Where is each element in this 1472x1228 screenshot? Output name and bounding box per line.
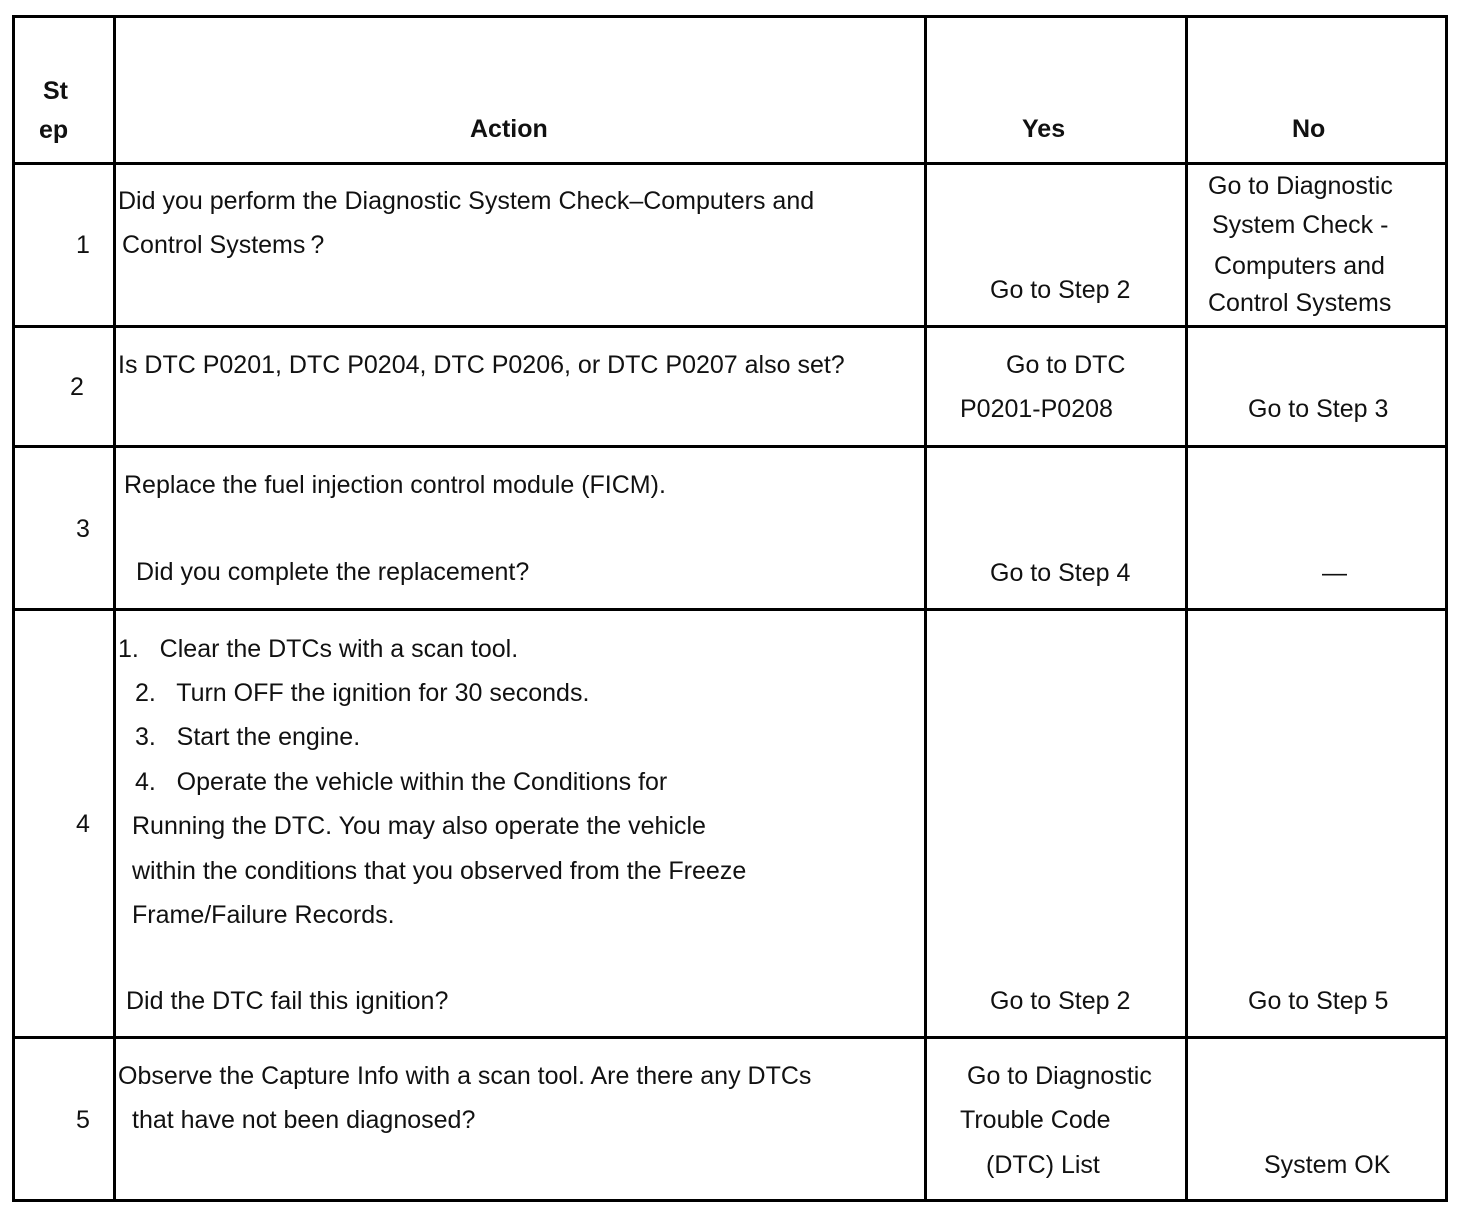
action-text: Did you perform the Diagnostic System Check–Computers and xyxy=(118,187,815,215)
no-link-go-to-step-5: Go to Step 5 xyxy=(1248,987,1389,1015)
column-divider xyxy=(924,15,927,1202)
table-border-bottom xyxy=(12,1199,1448,1202)
no-link-go-to-step-3: Go to Step 3 xyxy=(1248,395,1389,423)
row-divider xyxy=(12,325,1448,328)
header-yes: Yes xyxy=(1022,115,1066,143)
action-text: Is DTC P0201, DTC P0204, DTC P0206, or DTC P0207 also set? xyxy=(118,351,845,379)
action-list-item: 4. Operate the vehicle within the Conditions for xyxy=(135,768,668,796)
row-divider xyxy=(12,1036,1448,1039)
step-number: 4 xyxy=(76,810,90,838)
header-action: Action xyxy=(470,115,548,143)
action-text: that have not been diagnosed? xyxy=(132,1106,476,1134)
action-text: Did the DTC fail this ignition? xyxy=(126,987,449,1015)
yes-link-dtc-list: Go to Diagnostic xyxy=(967,1062,1152,1090)
column-divider xyxy=(1185,15,1188,1202)
yes-link-go-to-step-2: Go to Step 2 xyxy=(990,987,1131,1015)
action-text: within the conditions that you observed from the Freeze xyxy=(132,857,747,885)
yes-link-go-to-step-4: Go to Step 4 xyxy=(990,559,1131,587)
action-list-item: 2. Turn OFF the ignition for 30 seconds. xyxy=(135,679,590,707)
no-link-diagnostic-system-check: Go to Diagnostic xyxy=(1208,172,1393,200)
yes-link-dtc: P0201-P0208 xyxy=(960,395,1113,423)
table-border-right xyxy=(1445,15,1448,1202)
yes-link-go-to-step-2: Go to Step 2 xyxy=(990,276,1131,304)
action-text: Observe the Capture Info with a scan tool. Are there any DTCs xyxy=(118,1062,812,1090)
header-divider xyxy=(12,162,1448,165)
column-divider xyxy=(113,15,116,1202)
action-text: Did you complete the replacement? xyxy=(136,558,530,586)
header-step: St xyxy=(43,77,68,105)
yes-link-dtc-list: (DTC) List xyxy=(986,1151,1100,1179)
action-text: Replace the fuel injection control module (FICM). xyxy=(124,471,666,499)
action-text: Frame/Failure Records. xyxy=(132,901,395,929)
yes-link-dtc-list: Trouble Code xyxy=(960,1106,1111,1134)
step-number: 2 xyxy=(70,373,84,401)
row-divider xyxy=(12,608,1448,611)
row-divider xyxy=(12,445,1448,448)
yes-link-dtc: Go to DTC xyxy=(1006,351,1126,379)
step-number: 3 xyxy=(76,515,90,543)
no-link-diagnostic-system-check: System Check - xyxy=(1212,211,1389,239)
header-no: No xyxy=(1292,115,1326,143)
action-text: Running the DTC. You may also operate the vehicle xyxy=(132,812,706,840)
table-border-left xyxy=(12,15,15,1202)
action-list-item: 1. Clear the DTCs with a scan tool. xyxy=(118,635,519,663)
table-border-top xyxy=(12,15,1448,18)
action-text: Control Systems ? xyxy=(122,231,325,259)
no-link-diagnostic-system-check: Control Systems xyxy=(1208,289,1392,317)
no-dash: — xyxy=(1322,559,1347,587)
header-step: ep xyxy=(39,116,69,144)
no-system-ok: System OK xyxy=(1264,1151,1391,1179)
step-number: 5 xyxy=(76,1106,90,1134)
step-number: 1 xyxy=(76,231,90,259)
action-list-item: 3. Start the engine. xyxy=(135,723,361,751)
no-link-diagnostic-system-check: Computers and xyxy=(1214,252,1385,280)
